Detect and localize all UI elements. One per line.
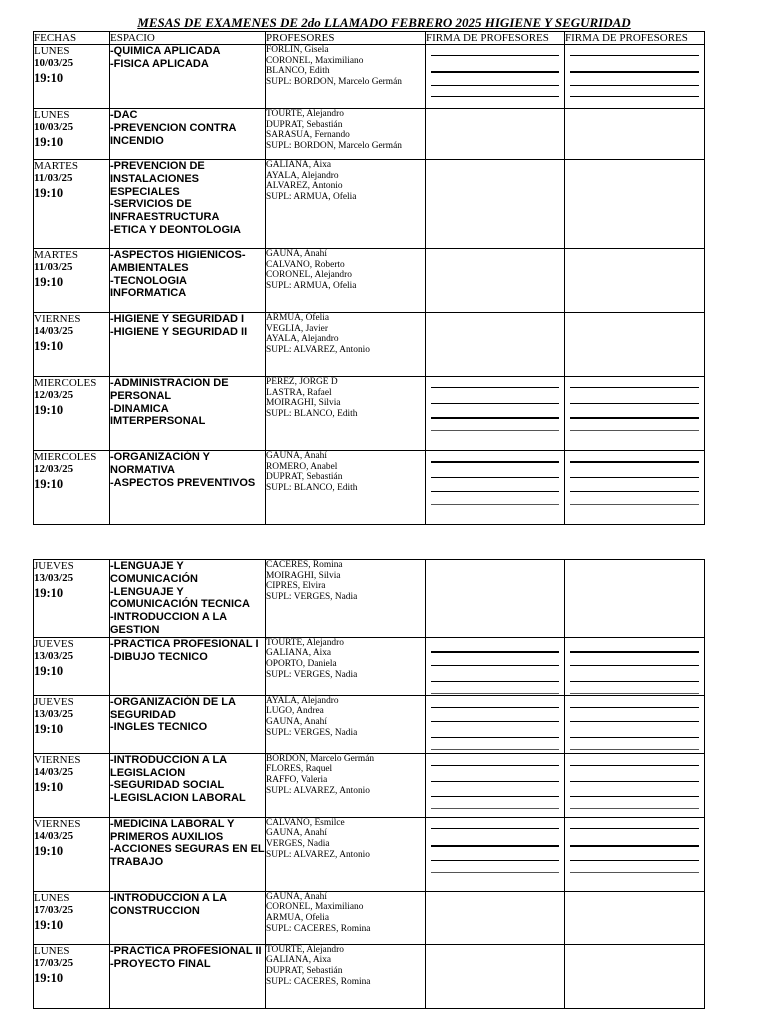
teacher-name: CACERES, Romina xyxy=(266,560,343,570)
teachers-cell xyxy=(266,695,426,753)
teacher-name: DUPRAT, Sebastián xyxy=(266,965,343,976)
date-cell xyxy=(34,560,110,638)
header-firma-2: FIRMA DE PROFESORES xyxy=(565,32,705,45)
exam-date: 12/03/25 xyxy=(34,389,74,401)
subject-name: -PREVENCION CONTRA INCENDIO xyxy=(110,121,237,147)
teacher-name: AYALA, Alejandro xyxy=(266,695,339,706)
teacher-name: CALVANO, Esmilce xyxy=(266,817,345,828)
signature-line xyxy=(431,417,559,419)
signature-line xyxy=(570,781,699,782)
teacher-name: GALIANA, Aixa xyxy=(266,160,332,170)
signature-cell-1[interactable] xyxy=(426,560,565,638)
teacher-name: FLORES, Raquel xyxy=(266,764,333,775)
signature-line xyxy=(431,796,559,797)
teacher-name: SARASUA, Fernando xyxy=(266,130,350,141)
signature-line xyxy=(431,430,559,431)
exam-day: LUNES xyxy=(34,45,70,57)
signature-cell-2[interactable] xyxy=(565,753,705,817)
subject-name: -DIBUJO TECNICO xyxy=(110,650,208,663)
subjects-cell xyxy=(110,249,266,313)
subject-name: -HIGIENE Y SEGURIDAD I xyxy=(110,313,245,325)
signature-line xyxy=(431,504,559,505)
exam-date: 13/03/25 xyxy=(34,649,74,662)
signature-cell-2[interactable] xyxy=(565,160,705,249)
subjects-cell xyxy=(110,109,266,160)
signature-line xyxy=(570,477,699,478)
exam-date: 14/03/25 xyxy=(34,829,74,842)
exam-day: JUEVES xyxy=(34,560,74,572)
substitute-teacher: SUPL: BORDON, Marcelo Germán xyxy=(266,76,402,87)
signature-line xyxy=(431,55,559,56)
substitute-teacher: SUPL: ARMUA, Ofelia xyxy=(266,191,357,202)
exam-date: 13/03/25 xyxy=(34,707,74,720)
subject-name: -SEGURIDAD SOCIAL xyxy=(110,779,225,792)
exam-time: 19:10 xyxy=(34,186,64,200)
teacher-name: MOIRAGHI, Silvia xyxy=(266,570,341,581)
signature-line xyxy=(570,651,699,653)
signature-cell-2[interactable] xyxy=(565,313,705,377)
signature-line xyxy=(570,55,699,56)
teacher-name: ARMUA, Ofelia xyxy=(266,912,330,923)
signature-cell-2[interactable] xyxy=(565,451,705,525)
date-cell xyxy=(34,313,110,377)
date-cell xyxy=(34,637,110,695)
table-row xyxy=(34,817,705,891)
teachers-cell xyxy=(266,313,426,377)
signature-line xyxy=(570,749,699,750)
teachers-cell xyxy=(266,45,426,109)
signature-line xyxy=(431,681,559,682)
signature-line xyxy=(431,491,559,492)
exam-time: 19:10 xyxy=(34,917,64,932)
table-header-row xyxy=(34,32,705,45)
signature-line xyxy=(431,721,559,722)
subject-name: -LENGUAJE Y COMUNICACIÓN TECNICA xyxy=(110,585,250,611)
exam-day: VIERNES xyxy=(34,313,81,325)
signature-line xyxy=(431,651,559,653)
subjects-cell xyxy=(110,560,266,638)
signature-line xyxy=(431,845,559,847)
signature-line xyxy=(570,461,699,463)
signature-line xyxy=(431,737,559,738)
signature-line xyxy=(431,781,559,782)
date-cell xyxy=(34,377,110,451)
subject-name: -ACCIONES SEGURAS EN EL TRABAJO xyxy=(110,843,265,869)
signature-cell-1[interactable] xyxy=(426,109,565,160)
teacher-name: RAFFO, Valeria xyxy=(266,774,328,785)
signature-cell-2[interactable] xyxy=(565,45,705,109)
exam-time: 19:10 xyxy=(34,275,64,289)
date-cell xyxy=(34,891,110,944)
exam-table-2 xyxy=(33,559,705,1009)
subject-name: -MEDICINA LABORAL Y PRIMEROS AUXILIOS xyxy=(110,817,235,843)
teacher-name: AYALA, Alejandro xyxy=(266,334,339,345)
signature-line xyxy=(431,749,559,750)
date-cell xyxy=(34,45,110,109)
header-firma-1: FIRMA DE PROFESORES xyxy=(426,32,565,45)
teacher-name: GAUNA, Anahí xyxy=(266,716,327,727)
teacher-name: VEGLIA, Javier xyxy=(266,323,328,334)
signature-line xyxy=(570,828,699,829)
teacher-name: BORDON, Marcelo Germán xyxy=(266,753,375,764)
signature-cell-2[interactable] xyxy=(565,109,705,160)
signature-cell-1[interactable] xyxy=(426,45,565,109)
header-profesores: PROFESORES xyxy=(266,32,426,45)
teacher-name: GAUNA, Anahí xyxy=(266,891,327,902)
substitute-teacher: SUPL: BLANCO, Edith xyxy=(266,482,358,493)
exam-date: 10/03/25 xyxy=(34,121,74,133)
signature-line xyxy=(431,808,559,809)
teacher-name: VERGES, Nadia xyxy=(266,838,330,849)
signature-cell-2[interactable] xyxy=(565,944,705,1008)
subjects-cell xyxy=(110,695,266,753)
subjects-cell xyxy=(110,45,266,109)
signature-line xyxy=(570,693,699,694)
exam-day: VIERNES xyxy=(34,753,81,766)
subject-name: -DINAMICA IMTERPERSONAL xyxy=(110,402,206,428)
exam-date: 12/03/25 xyxy=(34,463,74,475)
exam-date: 10/03/25 xyxy=(34,57,74,69)
exam-time: 19:10 xyxy=(34,339,64,353)
signature-cell-1[interactable] xyxy=(426,249,565,313)
substitute-teacher: SUPL: ALVAREZ, Antonio xyxy=(266,785,370,796)
teacher-name: LUGO, Andrea xyxy=(266,706,324,717)
signature-line xyxy=(431,765,559,766)
subjects-cell xyxy=(110,753,266,817)
signature-line xyxy=(570,845,699,847)
teacher-name: GAUNA, Anahí xyxy=(266,451,327,461)
date-cell xyxy=(34,753,110,817)
exam-time: 19:10 xyxy=(34,403,64,417)
substitute-teacher: SUPL: ALVAREZ, Antonio xyxy=(266,344,370,355)
substitute-teacher: SUPL: VERGES, Nadia xyxy=(266,591,358,602)
signature-cell-1[interactable] xyxy=(426,695,565,753)
table-row xyxy=(34,637,705,695)
teacher-name: FORLIN, Gisela xyxy=(266,45,329,55)
teachers-cell xyxy=(266,753,426,817)
substitute-teacher: SUPL: VERGES, Nadia xyxy=(266,669,358,680)
exam-time: 19:10 xyxy=(34,970,64,985)
signature-line xyxy=(431,387,559,388)
signature-cell-1[interactable] xyxy=(426,753,565,817)
signature-cell-2[interactable] xyxy=(565,560,705,638)
exam-time: 19:10 xyxy=(34,779,64,794)
substitute-teacher: SUPL: VERGES, Nadia xyxy=(266,727,358,738)
date-cell xyxy=(34,160,110,249)
signature-line xyxy=(431,707,559,708)
signature-line xyxy=(570,796,699,797)
subject-name: -HIGIENE Y SEGURIDAD II xyxy=(110,325,248,338)
exam-day: MIERCOLES xyxy=(34,451,97,463)
table-row xyxy=(34,451,705,525)
exam-time: 19:10 xyxy=(34,663,64,678)
subject-name: -LENGUAJE Y COMUNICACIÓN xyxy=(110,560,198,585)
signature-line xyxy=(570,491,699,492)
teacher-name: TOURTE, Alejandro xyxy=(266,944,344,955)
exam-date: 17/03/25 xyxy=(34,956,74,969)
teachers-cell xyxy=(266,160,426,249)
signature-line xyxy=(431,828,559,829)
exam-day: LUNES xyxy=(34,891,70,904)
teachers-cell xyxy=(266,109,426,160)
teacher-name: CORONEL, Maximiliano xyxy=(266,902,364,913)
teachers-cell xyxy=(266,249,426,313)
signature-cell-1[interactable] xyxy=(426,313,565,377)
table-row xyxy=(34,695,705,753)
signature-line xyxy=(431,477,559,478)
subjects-cell xyxy=(110,637,266,695)
signature-cell-1[interactable] xyxy=(426,944,565,1008)
teacher-name: GALIANA, Aixa xyxy=(266,648,332,659)
signature-cell-1[interactable] xyxy=(426,160,565,249)
subjects-cell xyxy=(110,891,266,944)
signature-line xyxy=(431,693,559,694)
teachers-cell xyxy=(266,637,426,695)
teacher-name: CIPRES, Elvira xyxy=(266,581,326,592)
exam-day: MIERCOLES xyxy=(34,377,97,389)
signature-line xyxy=(570,85,699,86)
signature-line xyxy=(570,765,699,766)
table-row xyxy=(34,313,705,377)
teacher-name: CORONEL, Maximiliano xyxy=(266,55,364,66)
signature-line xyxy=(570,808,699,809)
teachers-cell xyxy=(266,944,426,1008)
exam-day: MARTES xyxy=(34,249,78,261)
subject-name: -TECNOLOGIA INFORMATICA xyxy=(110,274,187,300)
subject-name: -INTRODUCCION A LA LEGISLACION xyxy=(110,753,227,779)
signature-line xyxy=(570,96,699,97)
table-row xyxy=(34,160,705,249)
exam-date: 17/03/25 xyxy=(34,903,74,916)
signature-line xyxy=(431,96,559,97)
subject-name: -ADMINISTRACION DE PERSONAL xyxy=(110,377,229,402)
teacher-name: GAUNA, Anahí xyxy=(266,249,327,259)
signature-line xyxy=(570,504,699,505)
subjects-cell xyxy=(110,160,266,249)
table-row xyxy=(34,753,705,817)
signature-cell-2[interactable] xyxy=(565,249,705,313)
teacher-name: ARMUA, Ofelia xyxy=(266,313,330,323)
teachers-cell xyxy=(266,891,426,944)
subject-name: -SERVICIOS DE INFRAESTRUCTURA xyxy=(110,198,220,224)
subject-name: -ORGANIZACIÓN Y NORMATIVA xyxy=(110,451,210,476)
signature-cell-2[interactable] xyxy=(565,377,705,451)
signature-cell-2[interactable] xyxy=(565,637,705,695)
signature-cell-1[interactable] xyxy=(426,891,565,944)
signature-cell-2[interactable] xyxy=(565,817,705,891)
exam-day: MARTES xyxy=(34,160,78,172)
teacher-name: MOIRAGHI, Silvia xyxy=(266,398,341,409)
subjects-cell xyxy=(110,377,266,451)
signature-line xyxy=(570,721,699,722)
table-row xyxy=(34,560,705,638)
subjects-cell xyxy=(110,817,266,891)
subject-name: -PREVENCION DE INSTALACIONES ESPECIALES xyxy=(110,160,205,198)
signature-line xyxy=(570,71,699,73)
subject-name: -PRACTICA PROFESIONAL II xyxy=(110,944,262,957)
signature-line xyxy=(570,403,699,404)
exam-day: JUEVES xyxy=(34,637,74,650)
table-row xyxy=(34,45,705,109)
teacher-name: BLANCO, Edith xyxy=(266,66,330,77)
teacher-name: GALIANA, Aixa xyxy=(266,955,332,966)
signature-line xyxy=(431,403,559,404)
teacher-name: TOURTE, Alejandro xyxy=(266,637,344,648)
substitute-teacher: SUPL: BORDON, Marcelo Germán xyxy=(266,140,402,151)
subject-name: -ASPECTOS PREVENTIVOS xyxy=(110,476,256,489)
table-row xyxy=(34,249,705,313)
signature-cell-1[interactable] xyxy=(426,637,565,695)
subject-name: -ASPECTOS HIGIENICOS-AMBIENTALES xyxy=(110,249,246,274)
signature-cell-1[interactable] xyxy=(426,451,565,525)
signature-line xyxy=(570,707,699,708)
signature-line xyxy=(570,872,699,873)
date-cell xyxy=(34,249,110,313)
exam-time: 19:10 xyxy=(34,721,64,736)
date-cell xyxy=(34,451,110,525)
signature-line xyxy=(570,681,699,682)
subject-name: -PRACTICA PROFESIONAL I xyxy=(110,637,259,650)
subject-name: -INTRODUCCION A LA GESTION xyxy=(110,611,227,636)
substitute-teacher: SUPL: ARMUA, Ofelia xyxy=(266,280,357,291)
teacher-name: DUPRAT, Sebastián xyxy=(266,119,343,130)
signature-line xyxy=(570,665,699,666)
signature-line xyxy=(570,387,699,388)
header-fechas: FECHAS xyxy=(34,32,110,45)
teacher-name: CALVANO, Roberto xyxy=(266,259,345,270)
teachers-cell xyxy=(266,377,426,451)
exam-day: LUNES xyxy=(34,109,70,121)
page-title: MESAS DE EXAMENES DE 2do LLAMADO FEBRERO 2025 HIGIENE Y SEGURIDAD xyxy=(137,15,631,30)
subject-name: -FISICA APLICADA xyxy=(110,57,209,70)
table-row xyxy=(34,109,705,160)
table-row xyxy=(34,944,705,1008)
subject-name: -INTRODUCCION A LA CONSTRUCCION xyxy=(110,891,227,917)
teacher-name: LASTRA, Rafael xyxy=(266,387,332,398)
signature-cell-1[interactable] xyxy=(426,817,565,891)
substitute-teacher: SUPL: CACERES, Romina xyxy=(266,976,371,987)
signature-line xyxy=(570,737,699,738)
exam-date: 14/03/25 xyxy=(34,325,74,337)
exam-day: VIERNES xyxy=(34,817,81,830)
signature-cell-2[interactable] xyxy=(565,891,705,944)
exam-table-1 xyxy=(33,31,705,525)
exam-date: 11/03/25 xyxy=(34,261,73,273)
subject-name: -DAC xyxy=(110,109,138,121)
signature-line xyxy=(431,860,559,861)
signature-line xyxy=(570,417,699,419)
signature-line xyxy=(570,860,699,861)
signature-line xyxy=(431,665,559,666)
subject-name: -PROYECTO FINAL xyxy=(110,957,211,970)
table-row xyxy=(34,377,705,451)
signature-line xyxy=(431,461,559,463)
date-cell xyxy=(34,109,110,160)
teachers-cell xyxy=(266,560,426,638)
exam-day: JUEVES xyxy=(34,695,74,708)
teacher-name: TOURTE, Alejandro xyxy=(266,109,344,119)
subjects-cell xyxy=(110,944,266,1008)
teacher-name: OPORTO, Daniela xyxy=(266,658,337,669)
teacher-name: ROMERO, Anabel xyxy=(266,461,338,472)
signature-line xyxy=(570,430,699,431)
subject-name: -INGLES TECNICO xyxy=(110,721,208,734)
substitute-teacher: SUPL: ALVAREZ, Antonio xyxy=(266,849,370,860)
teacher-name: GAUNA, Anahí xyxy=(266,828,327,839)
date-cell xyxy=(34,944,110,1008)
signature-cell-1[interactable] xyxy=(426,377,565,451)
substitute-teacher: SUPL: BLANCO, Edith xyxy=(266,408,358,419)
subject-name: -LEGISLACION LABORAL xyxy=(110,792,246,805)
exam-date: 14/03/25 xyxy=(34,765,74,778)
table-row xyxy=(34,891,705,944)
exam-time: 19:10 xyxy=(34,586,64,600)
subject-name: -ETICA Y DEONTOLOGIA xyxy=(110,223,241,236)
teacher-name: ALVAREZ, Antonio xyxy=(266,181,343,192)
signature-cell-2[interactable] xyxy=(565,695,705,753)
teachers-cell xyxy=(266,817,426,891)
exam-day: LUNES xyxy=(34,944,70,957)
exam-date: 13/03/25 xyxy=(34,572,74,584)
signature-line xyxy=(431,872,559,873)
subjects-cell xyxy=(110,313,266,377)
subject-name: -ORGANIZACIÓN DE LA SEGURIDAD xyxy=(110,695,236,721)
exam-time: 19:10 xyxy=(34,71,64,85)
subject-name: -QUIMICA APLICADA xyxy=(110,45,221,57)
teacher-name: AYALA, Alejandro xyxy=(266,170,339,181)
date-cell xyxy=(34,817,110,891)
teachers-cell xyxy=(266,451,426,525)
header-espacio: ESPACIO xyxy=(110,32,266,45)
teacher-name: CORONEL, Alejandro xyxy=(266,270,352,281)
exam-date: 11/03/25 xyxy=(34,172,73,184)
teacher-name: PEREZ, JORGE D xyxy=(266,377,338,387)
exam-time: 19:10 xyxy=(34,843,64,858)
signature-line xyxy=(431,71,559,73)
date-cell xyxy=(34,695,110,753)
exam-time: 19:10 xyxy=(34,135,64,149)
substitute-teacher: SUPL: CACERES, Romina xyxy=(266,923,371,934)
subjects-cell xyxy=(110,451,266,525)
teacher-name: DUPRAT, Sebastián xyxy=(266,472,343,483)
exam-time: 19:10 xyxy=(34,477,64,491)
signature-line xyxy=(431,85,559,86)
